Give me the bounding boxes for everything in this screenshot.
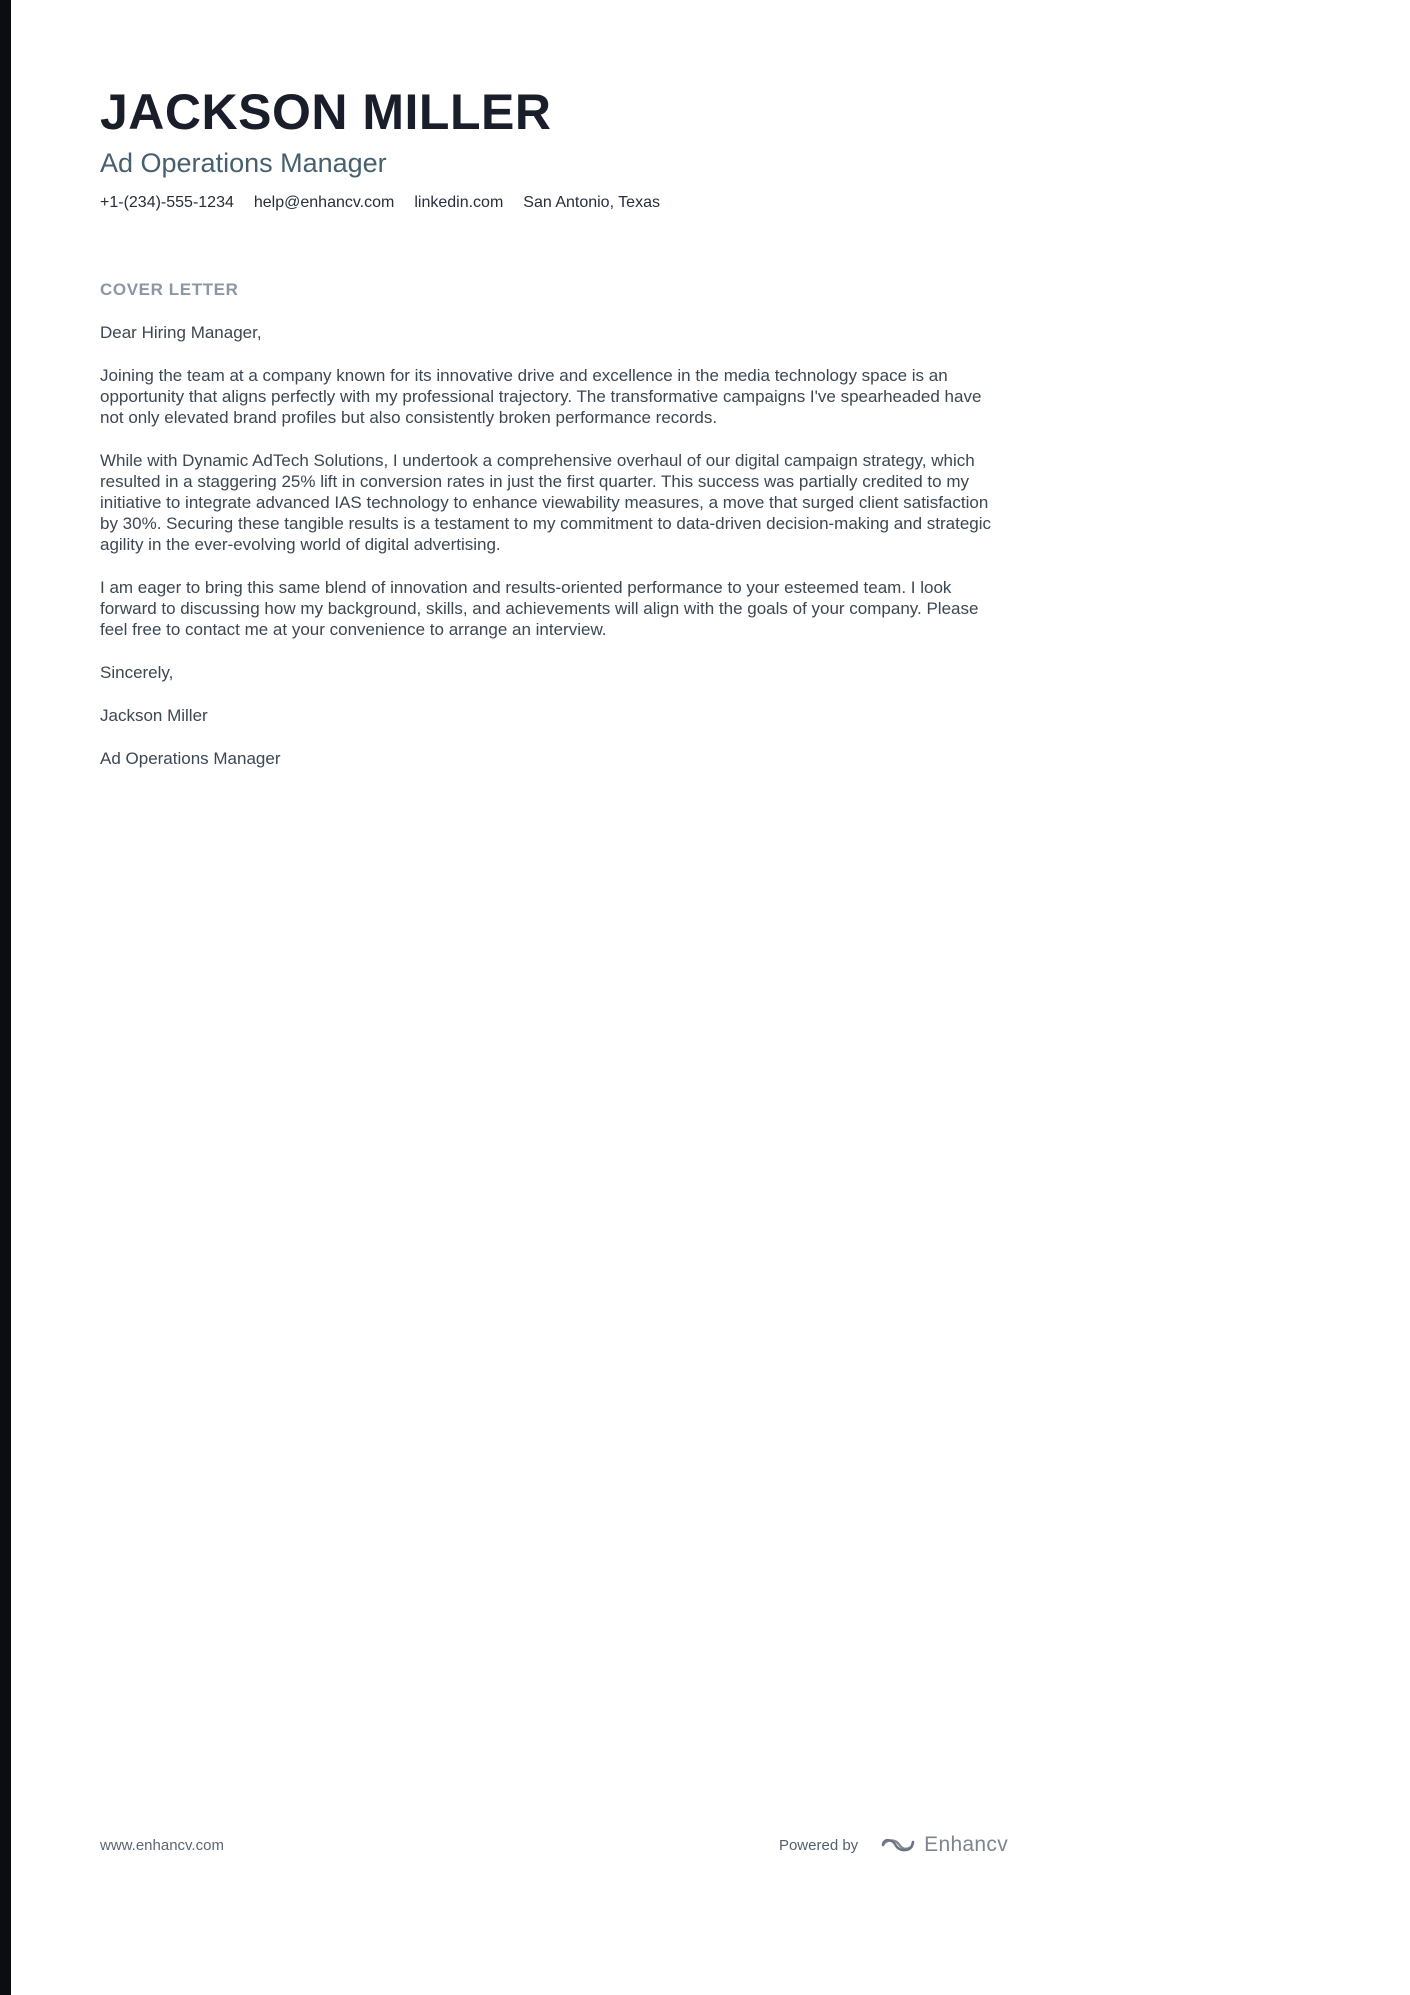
- paragraph-2: While with Dynamic AdTech Solutions, I undertook a comprehensive overhaul of our digital campaign strategy, which resulted in a staggering 25% lift in conversion rates in just the first quarter. This success was partially credited to my initiative to integrate advanced IAS technology to enhance viewability measures, a move that surged client satisfaction by 30%. Securing these tangible results is a testament to my commitment to data-driven decision-making and strategic agility in the ever-evolving world of digital advertising.: [100, 451, 992, 554]
- location-text: San Antonio, Texas: [523, 194, 660, 211]
- phone-number: +1-(234)-555-1234: [100, 194, 234, 211]
- candidate-name: JACKSON MILLER: [100, 84, 552, 140]
- page-footer: [100, 1833, 1008, 1857]
- section-label: COVER LETTER: [100, 280, 239, 299]
- left-accent-bar: [0, 0, 11, 1995]
- website-link[interactable]: www.enhancv.com: [100, 1836, 224, 1854]
- closing: Sincerely,: [100, 663, 174, 682]
- paragraph-3: I am eager to bring this same blend of innovation and results-oriented performance to your esteemed team. I look forward to discussing how my background, skills, and achievements will align with the goals of your company. Please feel free to contact me at your convenience to arrange an interview.: [100, 578, 979, 639]
- signature-name: Jackson Miller: [100, 706, 208, 725]
- paragraph-1: Joining the team at a company known for its innovative drive and excellence in the media technology space is an opportunity that aligns perfectly with my professional trajectory. The transformative campaigns I've spearheaded have not only elevated brand profiles but also consistently broken performance records.: [100, 366, 982, 427]
- page-content: [100, 86, 1008, 791]
- letter-body: [100, 279, 1008, 769]
- salutation: Dear Hiring Manager,: [100, 323, 262, 342]
- enhancv-logo[interactable]: [880, 1833, 1008, 1857]
- letter-header: [100, 86, 1008, 213]
- powered-by-label: Powered by: [778, 1836, 859, 1854]
- powered-by-group: [779, 1833, 1008, 1857]
- enhancv-logo-icon: [880, 1834, 916, 1856]
- email-link[interactable]: help@enhancv.com: [253, 194, 395, 211]
- candidate-title: Ad Operations Manager: [100, 148, 387, 178]
- enhancv-brand-text: Enhancv: [924, 1833, 1008, 1856]
- contact-row: [100, 193, 1008, 213]
- linkedin-link[interactable]: linkedin.com: [414, 194, 504, 211]
- signature-title: Ad Operations Manager: [100, 749, 281, 768]
